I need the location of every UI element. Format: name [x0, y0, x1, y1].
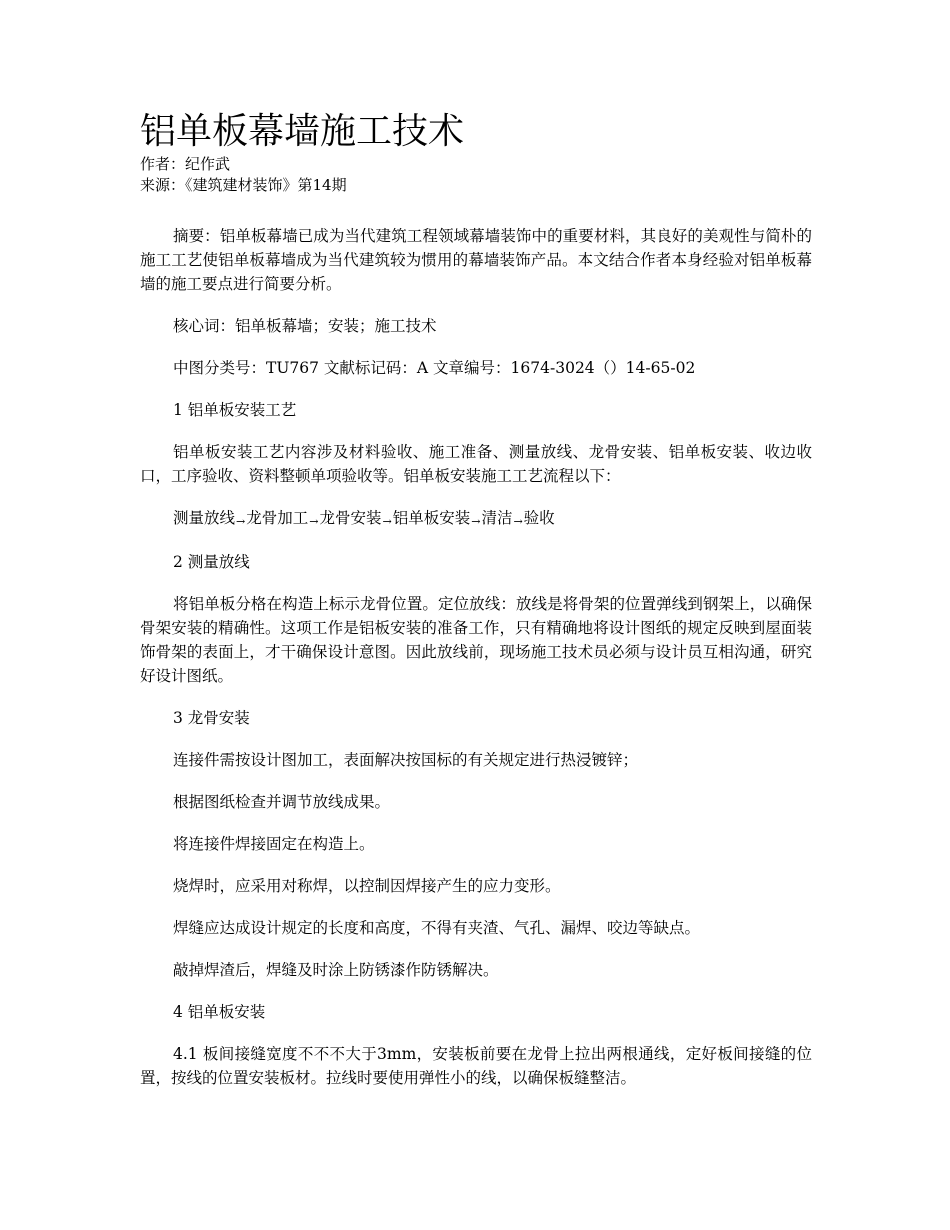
document-page	[140, 108, 812, 1090]
section-1-paragraph: 铝单板安装工艺内容涉及材料验收、施工准备、测量放线、龙骨安装、铝单板安装、收边收口，工序验收、资料整顿单项验收等。铝单板安装施工工艺流程以下：	[140, 443, 812, 485]
section-3-item: 焊缝应达成设计规定的长度和高度，不得有夹渣、气孔、漏焊、咬边等缺点。	[173, 919, 701, 937]
section-4-paragraph: 4.1 板间接缝宽度不不不大于3mm，安装板前要在龙骨上拉出两根通线，定好板间接缝的位置，按线的位置安装板材。拉线时要使用弹性小的线，以确保板缝整洁。	[140, 1045, 812, 1087]
author-line: 作者：纪作武	[140, 155, 231, 173]
flow-arrow: →	[236, 515, 246, 528]
section-heading-1: 1 铝单板安装工艺	[173, 401, 297, 419]
flow-step: 铝单板安装	[392, 509, 471, 527]
section-heading-2: 2 测量放线	[173, 553, 250, 571]
section-3-item: 根据图纸检查并调节放线成果。	[173, 793, 391, 811]
section-3-item: 烧焊时，应采用对称焊，以控制因焊接产生的应力变形。	[173, 877, 561, 895]
flow-arrow: →	[382, 515, 392, 528]
section-3-item: 将连接件焊接固定在构造上。	[173, 835, 375, 853]
flow-arrow: →	[513, 515, 523, 528]
section-3-item: 敲掉焊渣后，焊缝及时涂上防锈漆作防锈解决。	[173, 961, 499, 979]
classification-paragraph: 中图分类号：TU767 文献标记码：A 文章编号：1674-3024（）14-65-02	[173, 359, 696, 377]
source-line: 来源：《建筑建材装饰》第14期	[140, 176, 347, 194]
flow-step: 清洁	[481, 509, 513, 527]
flow-step: 龙骨加工	[246, 509, 309, 527]
flow-step: 龙骨安装	[319, 509, 382, 527]
section-heading-4: 4 铝单板安装	[173, 1003, 266, 1021]
section-heading-3: 3 龙骨安装	[173, 709, 250, 727]
flow-arrow: →	[309, 515, 319, 528]
keywords-paragraph: 核心词：铝单板幕墙；安装；施工技术	[173, 317, 437, 335]
flow-step: 测量放线	[173, 509, 236, 527]
abstract-paragraph: 摘要：铝单板幕墙已成为当代建筑工程领域幕墙装饰中的重要材料，其良好的美观性与简朴的施工工艺使铝单板幕墙成为当代建筑较为惯用的幕墙装饰产品。本文结合作者本身经验对铝单板幕墙的施工要点进行简要分析。	[140, 227, 812, 293]
flow-step: 验收	[523, 509, 555, 527]
section-3-item: 连接件需按设计图加工，表面解决按国标的有关规定进行热浸镀锌；	[173, 751, 639, 769]
flow-arrow: →	[471, 515, 481, 528]
section-2-paragraph: 将铝单板分格在构造上标示龙骨位置。定位放线：放线是将骨架的位置弹线到钢架上，以确保骨架安装的精确性。这项工作是铝板安装的准备工作，只有精确地将设计图纸的规定反映到屋面装饰骨架的表面上，才干确保设计意图。因此放线前，现场施工技术员必须与设计员互相沟通，研究好设计图纸。	[140, 595, 812, 685]
process-flow	[140, 506, 812, 532]
document-title: 铝单板幕墙施工技术	[140, 111, 465, 152]
